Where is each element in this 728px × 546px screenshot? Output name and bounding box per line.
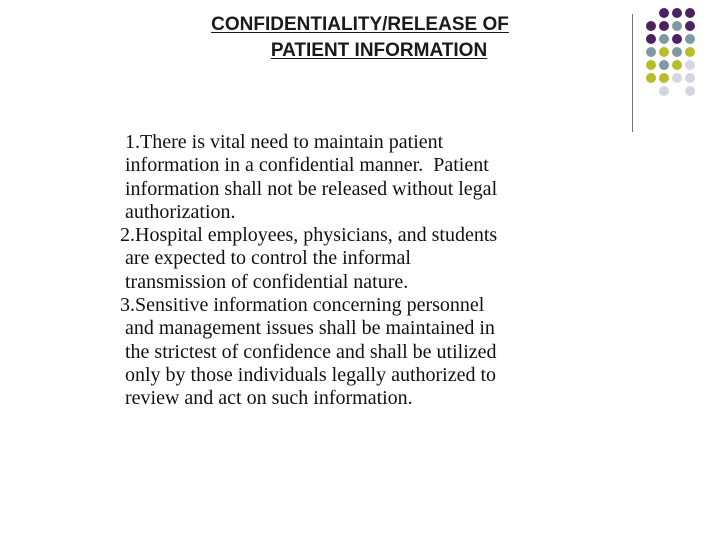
vertical-divider (632, 14, 633, 132)
body-line: and management issues shall be maintained in (120, 317, 495, 340)
body-line: are expected to control the informal (120, 247, 411, 270)
decorative-dot (659, 73, 669, 83)
decorative-dot (646, 34, 656, 44)
body-line: information shall not be released without legal (120, 177, 498, 200)
decorative-dot (685, 86, 695, 96)
body-line: only by those individuals legally authorized to (120, 363, 497, 386)
decorative-dot (659, 60, 669, 70)
body-line: authorization. (120, 200, 236, 223)
decorative-dot (646, 86, 656, 96)
title-line-1: CONFIDENTIALITY/RELEASE OF (211, 14, 509, 35)
slide-title (130, 12, 590, 64)
decorative-dot (659, 47, 669, 57)
decorative-dot (659, 8, 669, 18)
decorative-dot (685, 8, 695, 18)
decorative-dot (672, 47, 682, 57)
decorative-dot (672, 34, 682, 44)
decorative-dot (646, 60, 656, 70)
decorative-dot (672, 73, 682, 83)
decorative-dot (672, 86, 682, 96)
decorative-dot (685, 73, 695, 83)
decorative-dot-grid (645, 7, 696, 97)
decorative-dot (672, 8, 682, 18)
decorative-dot (646, 47, 656, 57)
title-line-2: PATIENT INFORMATION (270, 40, 488, 61)
decorative-dot (646, 73, 656, 83)
decorative-dot (659, 86, 669, 96)
decorative-dot (672, 60, 682, 70)
decorative-dot (646, 21, 656, 31)
decorative-dot (685, 47, 695, 57)
decorative-dot (659, 21, 669, 31)
body-line: transmission of confidential nature. (120, 270, 409, 293)
body-line: review and act on such information. (120, 387, 413, 410)
decorative-dot (685, 34, 695, 44)
decorative-dot (672, 21, 682, 31)
body-line: information in a confidential manner. Patient (120, 154, 489, 177)
decorative-dot (685, 60, 695, 70)
decorative-dot (685, 21, 695, 31)
decorative-dot (646, 8, 656, 18)
decorative-dot (659, 34, 669, 44)
body-line: 1.There is vital need to maintain patient (120, 131, 444, 153)
body-text (120, 131, 630, 411)
body-line: the strictest of confidence and shall be utilized (120, 340, 497, 363)
body-line: 3.Sensitive information concerning personnel (120, 294, 485, 317)
body-line: 2.Hospital employees, physicians, and students (120, 224, 498, 247)
